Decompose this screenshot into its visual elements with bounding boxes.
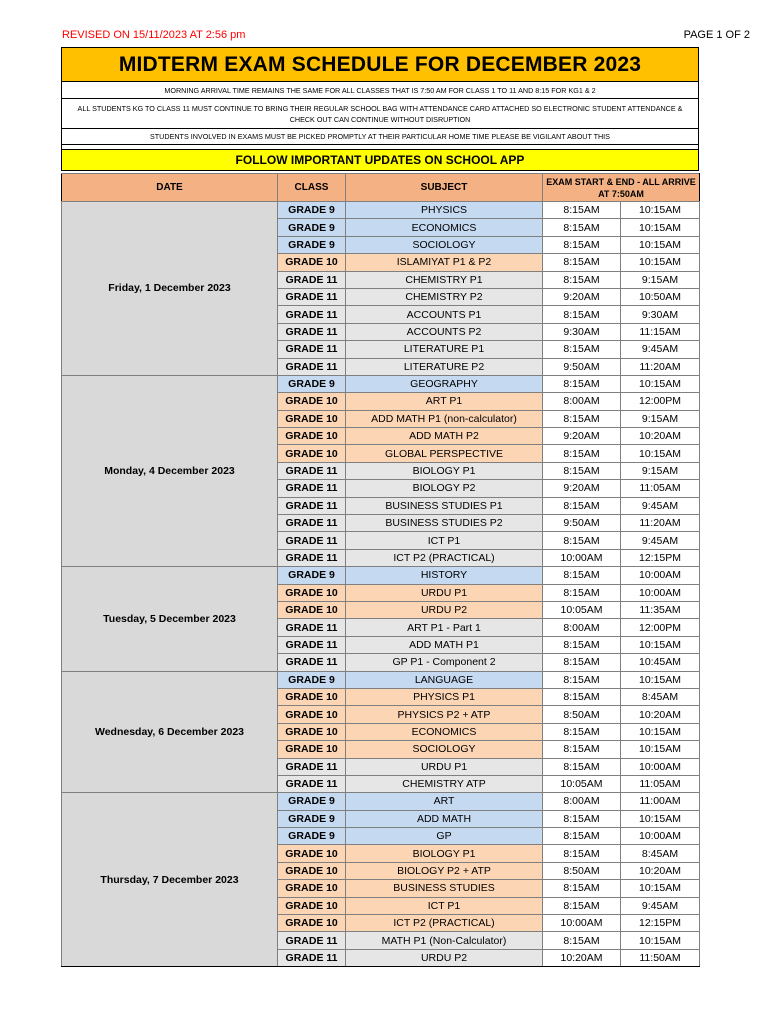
class-cell: GRADE 11 — [278, 323, 346, 340]
class-cell: GRADE 11 — [278, 497, 346, 514]
start-time-cell: 9:20AM — [543, 288, 621, 305]
start-time-cell: 8:15AM — [543, 758, 621, 775]
class-cell: GRADE 10 — [278, 706, 346, 723]
end-time-cell: 10:45AM — [621, 654, 700, 671]
start-time-cell: 10:05AM — [543, 775, 621, 792]
start-time-cell: 8:15AM — [543, 810, 621, 827]
subject-cell: HISTORY — [346, 567, 543, 584]
notice-arrival-time: MORNING ARRIVAL TIME REMAINS THE SAME FOR ALL CLASSES THAT IS 7:50 AM FOR CLASS 1 TO 11 AND 8:15 FOR KG1 & 2 — [61, 81, 699, 98]
class-cell: GRADE 10 — [278, 601, 346, 618]
start-time-cell: 8:15AM — [543, 306, 621, 323]
end-time-cell: 12:00PM — [621, 393, 700, 410]
subject-cell: URDU P2 — [346, 949, 543, 966]
end-time-cell: 9:15AM — [621, 462, 700, 479]
class-cell: GRADE 9 — [278, 828, 346, 845]
start-time-cell: 10:05AM — [543, 601, 621, 618]
table-header-row — [62, 174, 700, 202]
subject-cell: LANGUAGE — [346, 671, 543, 688]
subject-cell: BIOLOGY P2 + ATP — [346, 862, 543, 879]
class-cell: GRADE 11 — [278, 549, 346, 566]
class-cell: GRADE 9 — [278, 793, 346, 810]
class-cell: GRADE 10 — [278, 445, 346, 462]
end-time-cell: 10:15AM — [621, 375, 700, 392]
end-time-cell: 9:15AM — [621, 271, 700, 288]
end-time-cell: 10:00AM — [621, 828, 700, 845]
start-time-cell: 8:15AM — [543, 671, 621, 688]
class-cell: GRADE 11 — [278, 271, 346, 288]
class-cell: GRADE 11 — [278, 636, 346, 653]
end-time-cell: 9:45AM — [621, 532, 700, 549]
start-time-cell: 8:15AM — [543, 723, 621, 740]
subject-cell: CHEMISTRY ATP — [346, 775, 543, 792]
end-time-cell: 11:35AM — [621, 601, 700, 618]
end-time-cell: 8:45AM — [621, 688, 700, 705]
class-cell: GRADE 11 — [278, 358, 346, 375]
school-app-banner: FOLLOW IMPORTANT UPDATES ON SCHOOL APP — [61, 149, 699, 171]
end-time-cell: 11:50AM — [621, 949, 700, 966]
start-time-cell: 8:15AM — [543, 688, 621, 705]
header-subject: SUBJECT — [346, 174, 543, 202]
start-time-cell: 8:15AM — [543, 828, 621, 845]
subject-cell: URDU P1 — [346, 758, 543, 775]
end-time-cell: 9:30AM — [621, 306, 700, 323]
class-cell: GRADE 11 — [278, 515, 346, 532]
subject-cell: GLOBAL PERSPECTIVE — [346, 445, 543, 462]
end-time-cell: 10:15AM — [621, 445, 700, 462]
end-time-cell: 10:15AM — [621, 723, 700, 740]
subject-cell: ART P1 — [346, 393, 543, 410]
header-exam-times: EXAM START & END - ALL ARRIVE AT 7:50AM — [543, 174, 700, 202]
start-time-cell: 8:00AM — [543, 393, 621, 410]
end-time-cell: 11:05AM — [621, 480, 700, 497]
header-date: DATE — [62, 174, 278, 202]
subject-cell: ART P1 - Part 1 — [346, 619, 543, 636]
subject-cell: ACCOUNTS P2 — [346, 323, 543, 340]
subject-cell: PHYSICS P2 + ATP — [346, 706, 543, 723]
subject-cell: BIOLOGY P1 — [346, 462, 543, 479]
subject-cell: BIOLOGY P2 — [346, 480, 543, 497]
subject-cell: BUSINESS STUDIES P2 — [346, 515, 543, 532]
start-time-cell: 9:30AM — [543, 323, 621, 340]
header-class: CLASS — [278, 174, 346, 202]
class-cell: GRADE 10 — [278, 723, 346, 740]
start-time-cell: 8:15AM — [543, 897, 621, 914]
end-time-cell: 10:15AM — [621, 880, 700, 897]
end-time-cell: 11:05AM — [621, 775, 700, 792]
end-time-cell: 11:15AM — [621, 323, 700, 340]
start-time-cell: 8:15AM — [543, 254, 621, 271]
class-cell: GRADE 11 — [278, 932, 346, 949]
class-cell: GRADE 9 — [278, 236, 346, 253]
subject-cell: GP — [346, 828, 543, 845]
start-time-cell: 8:50AM — [543, 706, 621, 723]
class-cell: GRADE 11 — [278, 619, 346, 636]
class-cell: GRADE 10 — [278, 428, 346, 445]
start-time-cell: 8:15AM — [543, 932, 621, 949]
end-time-cell: 10:15AM — [621, 202, 700, 219]
start-time-cell: 8:15AM — [543, 741, 621, 758]
subject-cell: LITERATURE P2 — [346, 358, 543, 375]
start-time-cell: 8:00AM — [543, 793, 621, 810]
subject-cell: ADD MATH P2 — [346, 428, 543, 445]
subject-cell: ICT P1 — [346, 532, 543, 549]
subject-cell: PHYSICS P1 — [346, 688, 543, 705]
class-cell: GRADE 9 — [278, 567, 346, 584]
subject-cell: ACCOUNTS P1 — [346, 306, 543, 323]
subject-cell: LITERATURE P1 — [346, 341, 543, 358]
class-cell: GRADE 10 — [278, 393, 346, 410]
start-time-cell: 8:15AM — [543, 584, 621, 601]
table-row — [62, 567, 700, 584]
subject-cell: ADD MATH P1 (non-calculator) — [346, 410, 543, 427]
exam-date: Tuesday, 5 December 2023 — [62, 567, 278, 671]
start-time-cell: 8:15AM — [543, 636, 621, 653]
table-body — [62, 202, 700, 967]
exam-date: Friday, 1 December 2023 — [62, 202, 278, 376]
class-cell: GRADE 9 — [278, 202, 346, 219]
start-time-cell: 8:15AM — [543, 497, 621, 514]
start-time-cell: 8:15AM — [543, 202, 621, 219]
end-time-cell: 10:15AM — [621, 810, 700, 827]
class-cell: GRADE 10 — [278, 845, 346, 862]
start-time-cell: 9:20AM — [543, 480, 621, 497]
class-cell: GRADE 11 — [278, 480, 346, 497]
start-time-cell: 9:50AM — [543, 515, 621, 532]
end-time-cell: 10:00AM — [621, 567, 700, 584]
end-time-cell: 10:00AM — [621, 584, 700, 601]
start-time-cell: 8:15AM — [543, 845, 621, 862]
revision-note: REVISED ON 15/11/2023 AT 2:56 pm — [62, 29, 246, 41]
subject-cell: ECONOMICS — [346, 723, 543, 740]
table-row — [62, 202, 700, 219]
subject-cell: CHEMISTRY P1 — [346, 271, 543, 288]
class-cell: GRADE 9 — [278, 219, 346, 236]
class-cell: GRADE 11 — [278, 949, 346, 966]
end-time-cell: 12:15PM — [621, 549, 700, 566]
class-cell: GRADE 11 — [278, 288, 346, 305]
end-time-cell: 10:15AM — [621, 636, 700, 653]
subject-cell: BUSINESS STUDIES P1 — [346, 497, 543, 514]
class-cell: GRADE 10 — [278, 880, 346, 897]
table-row — [62, 793, 700, 810]
start-time-cell: 8:15AM — [543, 271, 621, 288]
subject-cell: GP P1 - Component 2 — [346, 654, 543, 671]
end-time-cell: 10:50AM — [621, 288, 700, 305]
class-cell: GRADE 10 — [278, 584, 346, 601]
start-time-cell: 10:00AM — [543, 915, 621, 932]
end-time-cell: 12:00PM — [621, 619, 700, 636]
class-cell: GRADE 11 — [278, 306, 346, 323]
end-time-cell: 9:45AM — [621, 897, 700, 914]
start-time-cell: 10:00AM — [543, 549, 621, 566]
start-time-cell: 8:15AM — [543, 410, 621, 427]
start-time-cell: 8:15AM — [543, 567, 621, 584]
exam-date: Wednesday, 6 December 2023 — [62, 671, 278, 793]
subject-cell: ART — [346, 793, 543, 810]
end-time-cell: 8:45AM — [621, 845, 700, 862]
page-number: PAGE 1 OF 2 — [683, 29, 750, 41]
end-time-cell: 10:15AM — [621, 671, 700, 688]
class-cell: GRADE 11 — [278, 341, 346, 358]
subject-cell: CHEMISTRY P2 — [346, 288, 543, 305]
start-time-cell: 8:15AM — [543, 236, 621, 253]
end-time-cell: 10:20AM — [621, 428, 700, 445]
end-time-cell: 9:45AM — [621, 341, 700, 358]
start-time-cell: 8:15AM — [543, 532, 621, 549]
class-cell: GRADE 9 — [278, 810, 346, 827]
subject-cell: ICT P1 — [346, 897, 543, 914]
exam-date: Thursday, 7 December 2023 — [62, 793, 278, 967]
class-cell: GRADE 11 — [278, 775, 346, 792]
start-time-cell: 8:50AM — [543, 862, 621, 879]
start-time-cell: 9:20AM — [543, 428, 621, 445]
table-row — [62, 375, 700, 392]
start-time-cell: 8:15AM — [543, 462, 621, 479]
class-cell: GRADE 10 — [278, 688, 346, 705]
end-time-cell: 11:20AM — [621, 515, 700, 532]
exam-schedule-table — [61, 173, 700, 967]
end-time-cell: 9:15AM — [621, 410, 700, 427]
class-cell: GRADE 10 — [278, 741, 346, 758]
subject-cell: ADD MATH P1 — [346, 636, 543, 653]
start-time-cell: 8:15AM — [543, 375, 621, 392]
end-time-cell: 11:20AM — [621, 358, 700, 375]
start-time-cell: 8:00AM — [543, 619, 621, 636]
start-time-cell: 9:50AM — [543, 358, 621, 375]
subject-cell: BIOLOGY P1 — [346, 845, 543, 862]
end-time-cell: 10:00AM — [621, 758, 700, 775]
notice-school-bag: ALL STUDENTS KG TO CLASS 11 MUST CONTINUE TO BRING THEIR REGULAR SCHOOL BAG WITH ATTENDANCE CARD ATTACHED SO ELECTRONIC STUDENT ATTENDANCE & CHECK OUT CAN CONTINUE WITHOUT DISRUPTION — [61, 98, 699, 128]
end-time-cell: 10:15AM — [621, 236, 700, 253]
class-cell: GRADE 10 — [278, 254, 346, 271]
subject-cell: ICT P2 (PRACTICAL) — [346, 915, 543, 932]
end-time-cell: 10:15AM — [621, 219, 700, 236]
end-time-cell: 10:15AM — [621, 932, 700, 949]
subject-cell: PHYSICS — [346, 202, 543, 219]
notice-pickup: STUDENTS INVOLVED IN EXAMS MUST BE PICKED PROMPTLY AT THEIR PARTICULAR HOME TIME PLEASE BE VIGILANT ABOUT THIS — [61, 128, 699, 145]
exam-date: Monday, 4 December 2023 — [62, 375, 278, 566]
subject-cell: BUSINESS STUDIES — [346, 880, 543, 897]
end-time-cell: 11:00AM — [621, 793, 700, 810]
end-time-cell: 10:15AM — [621, 741, 700, 758]
class-cell: GRADE 11 — [278, 532, 346, 549]
class-cell: GRADE 11 — [278, 462, 346, 479]
start-time-cell: 8:15AM — [543, 880, 621, 897]
end-time-cell: 9:45AM — [621, 497, 700, 514]
subject-cell: GEOGRAPHY — [346, 375, 543, 392]
start-time-cell: 8:15AM — [543, 219, 621, 236]
class-cell: GRADE 10 — [278, 915, 346, 932]
class-cell: GRADE 10 — [278, 862, 346, 879]
subject-cell: SOCIOLOGY — [346, 741, 543, 758]
subject-cell: URDU P1 — [346, 584, 543, 601]
subject-cell: MATH P1 (Non-Calculator) — [346, 932, 543, 949]
start-time-cell: 8:15AM — [543, 445, 621, 462]
table-row — [62, 671, 700, 688]
class-cell: GRADE 10 — [278, 897, 346, 914]
end-time-cell: 10:20AM — [621, 706, 700, 723]
class-cell: GRADE 10 — [278, 410, 346, 427]
subject-cell: SOCIOLOGY — [346, 236, 543, 253]
class-cell: GRADE 11 — [278, 654, 346, 671]
end-time-cell: 10:15AM — [621, 254, 700, 271]
class-cell: GRADE 11 — [278, 758, 346, 775]
subject-cell: ICT P2 (PRACTICAL) — [346, 549, 543, 566]
schedule-sheet — [61, 47, 699, 967]
subject-cell: URDU P2 — [346, 601, 543, 618]
start-time-cell: 8:15AM — [543, 341, 621, 358]
subject-cell: ISLAMIYAT P1 & P2 — [346, 254, 543, 271]
end-time-cell: 12:15PM — [621, 915, 700, 932]
subject-cell: ADD MATH — [346, 810, 543, 827]
start-time-cell: 10:20AM — [543, 949, 621, 966]
class-cell: GRADE 9 — [278, 671, 346, 688]
class-cell: GRADE 9 — [278, 375, 346, 392]
subject-cell: ECONOMICS — [346, 219, 543, 236]
document-title: MIDTERM EXAM SCHEDULE FOR DECEMBER 2023 — [61, 47, 699, 81]
start-time-cell: 8:15AM — [543, 654, 621, 671]
end-time-cell: 10:20AM — [621, 862, 700, 879]
